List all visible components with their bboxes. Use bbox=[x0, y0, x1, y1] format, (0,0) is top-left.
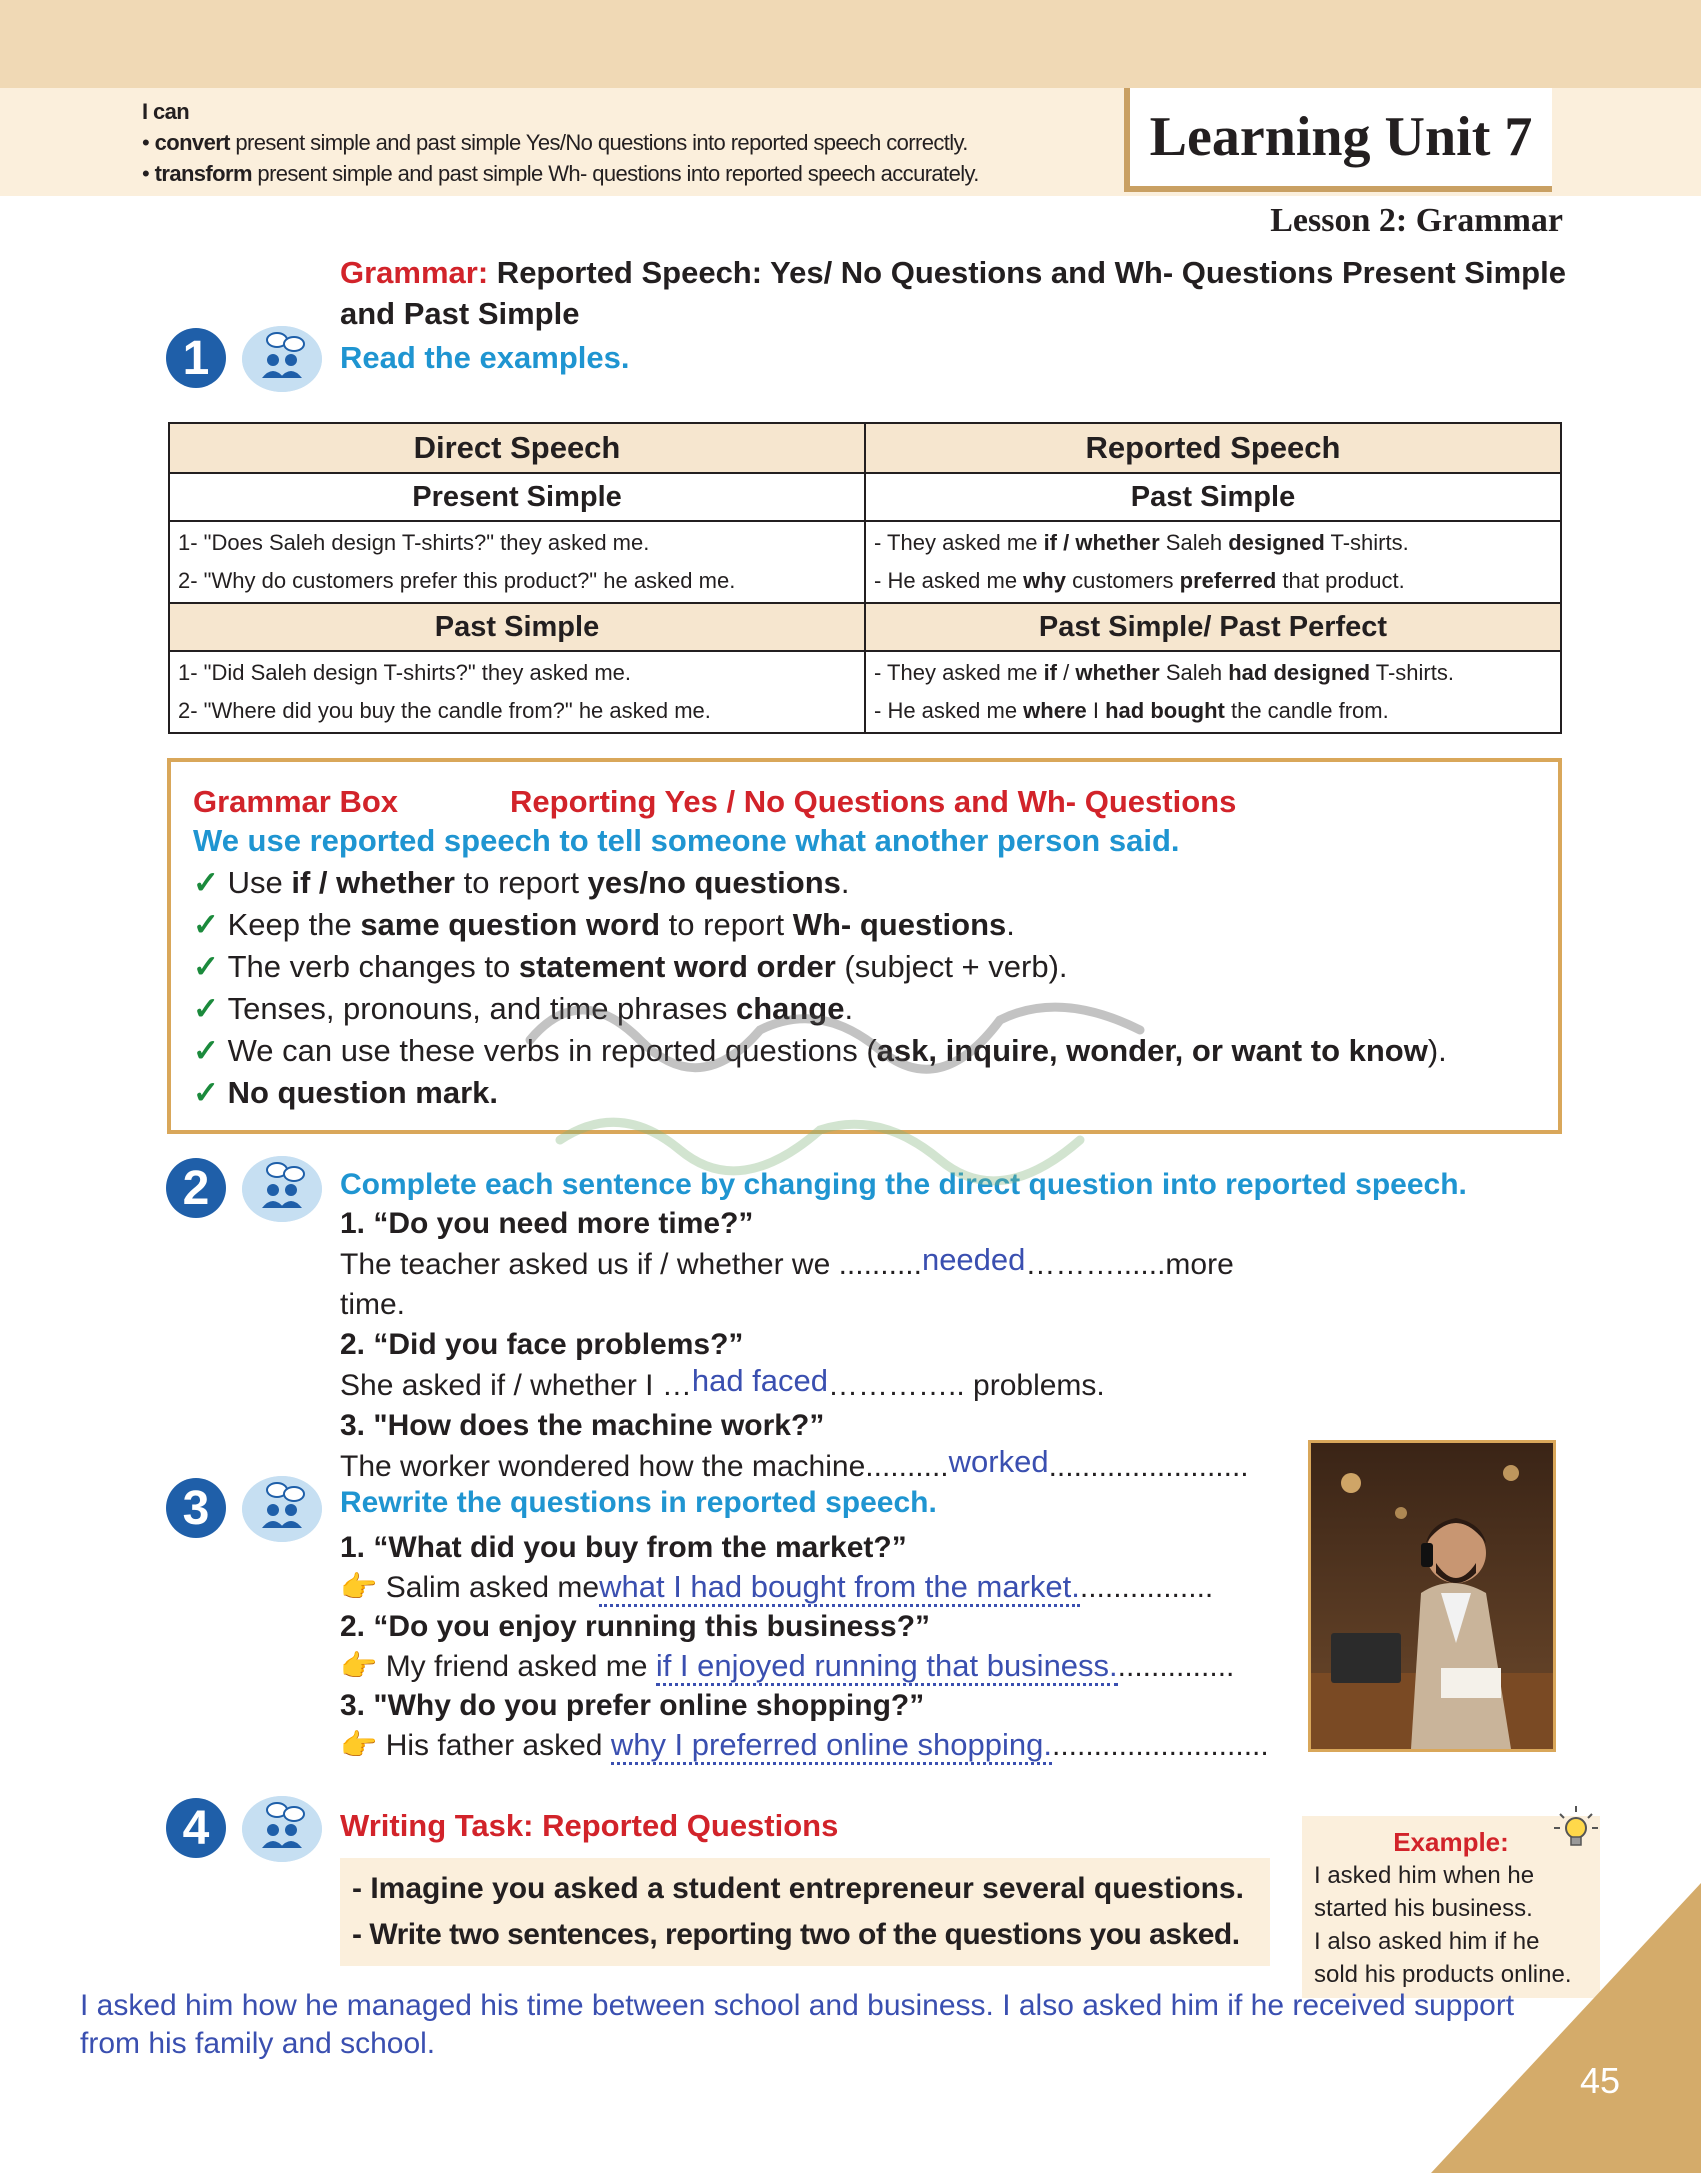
pair-work-icon bbox=[242, 326, 322, 392]
student-answer[interactable]: I asked him how he managed his time between school and business. I also asked him if he received support from his family and school. bbox=[80, 1989, 1515, 2060]
pair-work-icon bbox=[242, 1476, 322, 1542]
checkmark-icon: ✓ bbox=[193, 865, 228, 900]
answer-line: 👉 His father asked why I preferred online shopping........................... bbox=[340, 1725, 1290, 1765]
example-line: I also asked him if he bbox=[1314, 1928, 1540, 1955]
grammar-rule: ✓ We can use these verbs in reported questions (ask, inquire, wonder, or want to know). bbox=[193, 1033, 1447, 1068]
exercise-2-number: 2 bbox=[166, 1158, 226, 1218]
can-label: I can bbox=[142, 99, 190, 124]
direct-example: 2- "Why do customers prefer this product?" he asked me. bbox=[178, 568, 736, 593]
question: 2. “Do you enjoy running this business?” bbox=[340, 1610, 931, 1643]
grammar-rule: ✓ No question mark. bbox=[193, 1075, 499, 1110]
filled-answer[interactable]: why I preferred online shopping. bbox=[611, 1727, 1052, 1765]
checkmark-icon: ✓ bbox=[193, 1075, 228, 1110]
answer-line: She asked if / whether I …had faced………….. problems. bbox=[340, 1363, 1105, 1402]
pointing-hand-icon: 👉 bbox=[340, 1571, 378, 1604]
grammar-box-header bbox=[193, 784, 1533, 820]
objective-1: • convert present simple and past simple Yes/No questions into reported speech correctly. bbox=[142, 130, 968, 155]
unit-title: Learning Unit 7 bbox=[1124, 88, 1552, 192]
checkmark-icon: ✓ bbox=[193, 907, 228, 942]
direct-example: 1- "Does Saleh design T-shirts?" they asked me. bbox=[178, 530, 650, 555]
reported-example: - He asked me why customers preferred that product. bbox=[874, 568, 1405, 593]
checkmark-icon: ✓ bbox=[193, 1033, 228, 1068]
answer-line: 👉 My friend asked me if I enjoyed running that business............... bbox=[340, 1646, 1290, 1686]
grammar-rule: ✓ The verb changes to statement word order (subject + verb). bbox=[193, 949, 1068, 984]
checkmark-icon: ✓ bbox=[193, 949, 228, 984]
exercise-4-number: 4 bbox=[166, 1798, 226, 1858]
reported-example: - They asked me if / whether Saleh designed T-shirts. bbox=[874, 530, 1409, 555]
filled-answer[interactable]: needed bbox=[921, 1242, 1026, 1277]
section-1-reported bbox=[865, 521, 1561, 603]
grammar-box-title: Reporting Yes / No Questions and Wh- Questions bbox=[510, 784, 1237, 819]
exercise-4-title: Writing Task: Reported Questions bbox=[340, 1808, 839, 1843]
page-number: 45 bbox=[1580, 2060, 1621, 2101]
grammar-box-intro: We use reported speech to tell someone what another person said. bbox=[193, 823, 1180, 858]
examples-table bbox=[168, 422, 1562, 734]
exercise-1-instruction: Read the examples. bbox=[340, 340, 630, 375]
objectives bbox=[142, 96, 979, 189]
exercise-2-instruction: Complete each sentence by changing the direct question into reported speech. bbox=[340, 1168, 1467, 1201]
businessman-illustration bbox=[1311, 1443, 1553, 1749]
lightbulb-icon bbox=[1552, 1804, 1600, 1852]
grammar-title: Grammar: Reported Speech: Yes/ No Questions and Wh- Questions Present Simple and Past Simple bbox=[340, 255, 1566, 331]
businessman-photo bbox=[1308, 1440, 1556, 1752]
example-label: Example: bbox=[1393, 1827, 1509, 1857]
task-line: - Imagine you asked a student entrepreneur several questions. bbox=[352, 1872, 1244, 1905]
exercise-3-instruction: Rewrite the questions in reported speech. bbox=[340, 1486, 937, 1519]
section-1-direct bbox=[169, 521, 865, 603]
pointing-hand-icon: 👉 bbox=[340, 1650, 378, 1683]
pointing-hand-icon: 👉 bbox=[340, 1729, 378, 1762]
objective-2: • transform present simple and past simple Wh- questions into reported speech accurately. bbox=[142, 161, 979, 186]
pair-work-icon bbox=[242, 1156, 322, 1222]
task-line: - Write two sentences, reporting two of the questions you asked. bbox=[352, 1918, 1240, 1951]
grammar-rule: ✓ Tenses, pronouns, and time phrases change. bbox=[193, 991, 854, 1026]
section-1-right-head: Past Simple bbox=[865, 473, 1561, 521]
example-line: I asked him when he bbox=[1314, 1862, 1535, 1889]
question: 2. “Did you face problems?” bbox=[340, 1328, 744, 1361]
pair-work-icon bbox=[242, 1796, 322, 1862]
filled-answer[interactable]: what I had bought from the market. bbox=[599, 1569, 1080, 1607]
grammar-rule: ✓ Keep the same question word to report Wh- questions. bbox=[193, 907, 1015, 942]
reported-example: - They asked me if / whether Saleh had designed T-shirts. bbox=[874, 660, 1454, 685]
direct-example: 2- "Where did you buy the candle from?" he asked me. bbox=[178, 698, 711, 723]
exercise-2-items bbox=[340, 1204, 1300, 1487]
direct-example: 1- "Did Saleh design T-shirts?" they asked me. bbox=[178, 660, 631, 685]
question: 3. "How does the machine work?” bbox=[340, 1409, 825, 1442]
exercise-1-number: 1 bbox=[166, 328, 226, 388]
checkmark-icon: ✓ bbox=[193, 991, 228, 1026]
question: 1. “What did you buy from the market?” bbox=[340, 1531, 907, 1564]
section-2-reported bbox=[865, 651, 1561, 733]
answer-line: The teacher asked us if / whether we ..........needed………......more time. bbox=[340, 1242, 1234, 1321]
lesson-title: Lesson 2: Grammar bbox=[1270, 202, 1563, 239]
writing-task-box bbox=[340, 1858, 1270, 1966]
top-band bbox=[0, 0, 1701, 88]
col-direct-header: Direct Speech bbox=[169, 423, 865, 473]
col-reported-header: Reported Speech bbox=[865, 423, 1561, 473]
grammar-rule: ✓ Use if / whether to report yes/no questions. bbox=[193, 865, 850, 900]
filled-answer[interactable]: if I enjoyed running that business. bbox=[656, 1648, 1118, 1686]
reported-example: - He asked me where I had bought the candle from. bbox=[874, 698, 1389, 723]
section-2-direct bbox=[169, 651, 865, 733]
grammar-box-label: Grammar Box bbox=[193, 784, 399, 819]
handwritten-watermark bbox=[520, 960, 1160, 1220]
exercise-3-number: 3 bbox=[166, 1478, 226, 1538]
example-line: started his business. bbox=[1314, 1895, 1533, 1922]
filled-answer[interactable]: worked bbox=[948, 1444, 1049, 1479]
question: 1. “Do you need more time?” bbox=[340, 1207, 754, 1240]
section-2-left-head: Past Simple bbox=[169, 603, 865, 651]
exercise-3-items bbox=[340, 1528, 1290, 1765]
example-line: sold his products online. bbox=[1314, 1961, 1572, 1988]
answer-line: The worker wondered how the machine..........worked........................ bbox=[340, 1444, 1249, 1483]
question: 3. "Why do you prefer online shopping?” bbox=[340, 1689, 925, 1722]
filled-answer[interactable]: had faced bbox=[691, 1363, 829, 1398]
answer-line: 👉 Salim asked mewhat I had bought from the market................. bbox=[340, 1567, 1290, 1607]
section-1-left-head: Present Simple bbox=[169, 473, 865, 521]
section-2-right-head: Past Simple/ Past Perfect bbox=[865, 603, 1561, 651]
corner-decoration bbox=[1431, 1883, 1701, 2173]
